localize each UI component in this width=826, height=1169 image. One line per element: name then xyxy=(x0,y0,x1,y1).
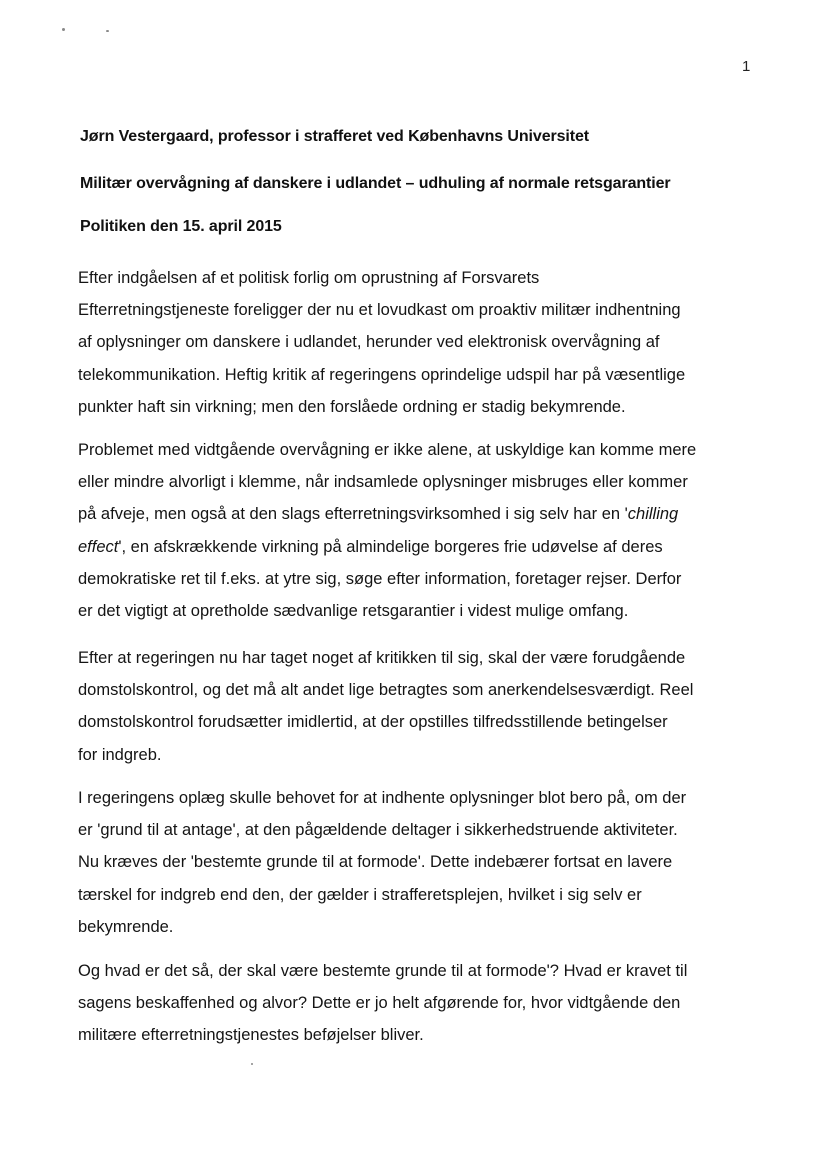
paragraph-line: bekymrende. xyxy=(78,917,174,936)
paragraph-line: Efterretningstjeneste foreligger der nu et lovudkast om proaktiv militær indhentning xyxy=(78,301,681,320)
paragraph-5 xyxy=(78,955,758,1052)
paragraph-3 xyxy=(78,642,758,771)
line-text: på afveje, men også at den slags efterretningsvirksomhed i sig selv har en ' xyxy=(78,505,628,524)
publication-source: Politiken den 15. april 2015 xyxy=(80,218,282,235)
paragraph-line: Nu kræves der 'bestemte grunde til at formode'. Dette indebærer fortsat en lavere xyxy=(78,853,673,872)
paragraph-line xyxy=(78,531,758,563)
paragraph-2 xyxy=(78,434,758,627)
paragraph-line: er 'grund til at antage', at den pågældende deltager i sikkerhedstruende aktiviteter. xyxy=(78,821,678,840)
paragraph-line: punkter haft sin virkning; men den forslåede ordning er stadig bekymrende. xyxy=(78,397,626,416)
paragraph-line: I regeringens oplæg skulle behovet for at indhente oplysninger blot bero på, om der xyxy=(78,789,687,807)
italic-phrase: effect xyxy=(78,537,119,556)
paragraph-line: demokratiske ret til f.eks. at ytre sig, søge efter information, foretager rejser. Derfor xyxy=(78,569,682,588)
paragraph-line: domstolskontrol, og det må alt andet lige betragtes som anerkendelsesværdigt. Reel xyxy=(78,681,694,700)
paragraph-1 xyxy=(78,262,758,423)
paragraph-4 xyxy=(78,782,758,943)
italic-phrase: chilling xyxy=(627,505,679,524)
scan-speck xyxy=(251,1063,253,1065)
paragraph-line: Efter indgåelsen af et politisk forlig om oprustning af Forsvarets xyxy=(78,269,540,287)
paragraph-line: af oplysninger om danskere i udlandet, herunder ved elektronisk overvågning af xyxy=(78,333,660,352)
paragraph-line: Problemet med vidtgående overvågning er ikke alene, at uskyldige kan komme mere xyxy=(78,441,697,459)
line-text: ', en afskrækkende virkning på almindelige borgeres frie udøvelse af deres xyxy=(118,537,663,556)
paragraph-line: er det vigtigt at opretholde sædvanlige retsgarantier i videst mulige omfang. xyxy=(78,602,629,621)
author-line: Jørn Vestergaard, professor i strafferet ved Københavns Universitet xyxy=(80,128,590,145)
paragraph-line: for indgreb. xyxy=(78,745,162,764)
scan-speck xyxy=(106,30,109,32)
paragraph-line: Og hvad er det så, der skal være bestemte grunde til at formode'? Hvad er kravet til xyxy=(78,962,688,980)
paragraph-line: sagens beskaffenhed og alvor? Dette er jo helt afgørende for, hvor vidtgående den xyxy=(78,994,681,1013)
scan-speck xyxy=(62,28,65,31)
paragraph-line: Efter at regeringen nu har taget noget af kritikken til sig, skal der være forudgående xyxy=(78,649,686,667)
paragraph-line: tærskel for indgreb end den, der gælder i strafferetsplejen, hvilket i sig selv er xyxy=(78,885,642,904)
paragraph-line: domstolskontrol forudsætter imidlertid, at der opstilles tilfredsstillende betingelser xyxy=(78,713,668,732)
paragraph-line: militære efterretningstjenestes beføjelser bliver. xyxy=(78,1026,424,1045)
paragraph-line: eller mindre alvorligt i klemme, når indsamlede oplysninger misbruges eller kommer xyxy=(78,473,688,492)
paragraph-line: telekommunikation. Heftig kritik af regeringens oprindelige udspil har på væsentlige xyxy=(78,365,686,384)
paragraph-line xyxy=(78,498,758,530)
article-title: Militær overvågning af danskere i udlandet – udhuling af normale retsgarantier xyxy=(80,175,671,192)
page-number: 1 xyxy=(742,58,751,75)
